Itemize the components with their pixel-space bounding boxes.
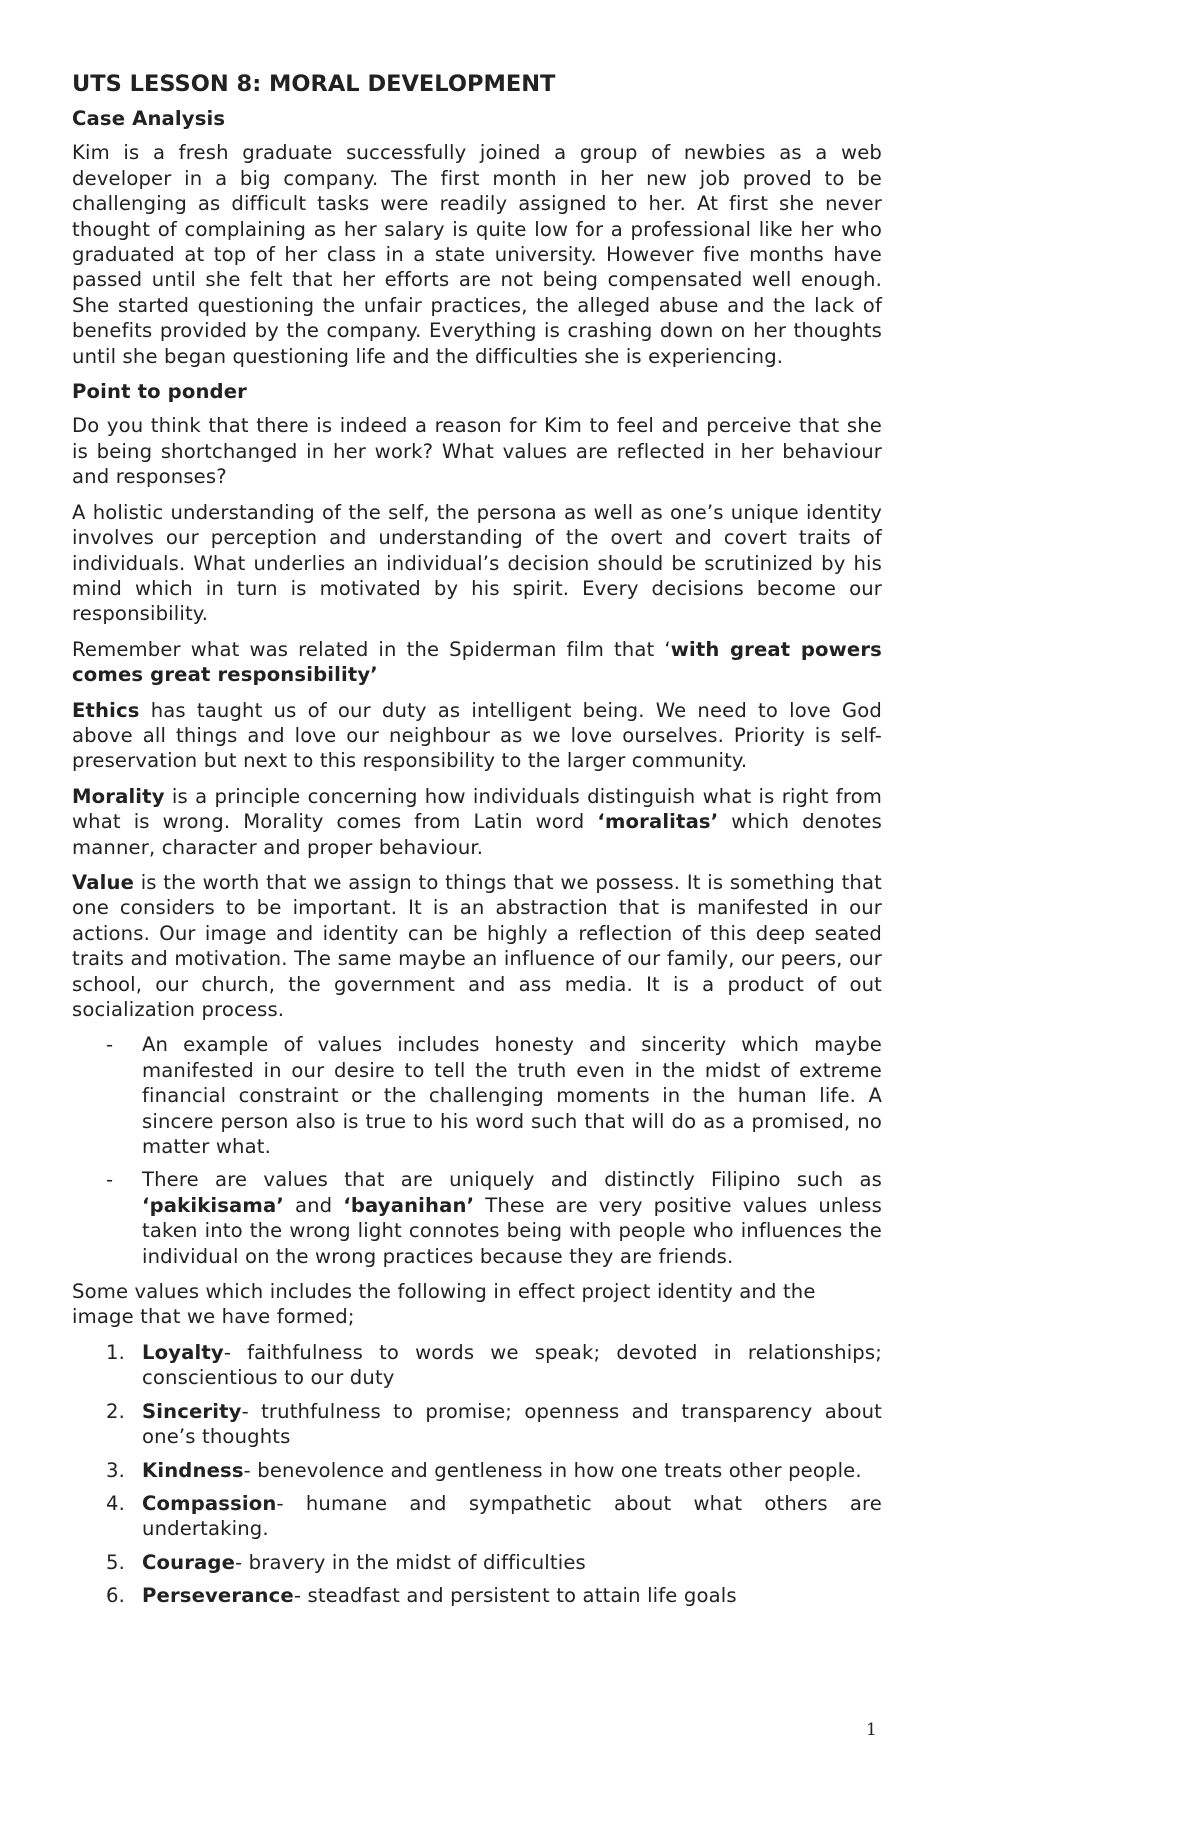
morality-text-1: is a principle concerning how individuals distinguish what is right from what is wrong. Morality comes from Latin word <box>72 784 882 834</box>
moralitas-term: ‘moralitas’ <box>597 810 719 834</box>
dash-marker: - <box>106 1168 114 1192</box>
value-example-1: An example of values includes honesty and sincerity which maybe manifested in our desire to tell the truth even in the midst of extreme financial constraint or the challenging moments in the human life. A sincere person also is true to his word such that will do as a promised, no matter what. <box>142 1033 882 1159</box>
list-item <box>72 1399 882 1450</box>
pakikisama-term: ‘pakikisama’ <box>142 1193 284 1217</box>
ethics-paragraph <box>72 698 882 774</box>
list-number: 5. <box>106 1550 125 1574</box>
page-number: 1 <box>866 1720 877 1740</box>
list-item <box>72 1340 882 1391</box>
case-analysis-heading: Case Analysis <box>72 107 226 130</box>
value-term: Value <box>72 870 135 894</box>
list-item <box>72 1491 882 1542</box>
value-description: - steadfast and persistent to attain life goals <box>293 1584 737 1608</box>
list-item <box>72 1032 882 1159</box>
list-item <box>72 1458 882 1483</box>
spiderman-quote: with great powers comes great responsibility’ <box>72 637 882 687</box>
ponder-question: Do you think that there is indeed a reason for Kim to feel and perceive that she is being shortchanged in her work? What values are reflected in her behaviour and responses? <box>72 414 882 489</box>
value-description: - bravery in the midst of difficulties <box>235 1550 586 1574</box>
value-term: Courage <box>142 1550 236 1574</box>
spiderman-quote-paragraph <box>72 637 882 688</box>
list-item <box>72 1167 882 1269</box>
spiderman-intro: Remember what was related in the Spiderman film that ‘ <box>72 637 671 661</box>
value-description: - truthfulness to promise; openness and transparency about one’s thoughts <box>142 1399 882 1449</box>
case-analysis-text: Kim is a fresh graduate successfully joined a group of newbies as a web developer in a big company. The first month in her new job proved to be challenging as difficult tasks were readily assigned to her. At first she never thought of complaining as her salary is quite low for a professional like her who graduated at top of her class in a state university. However five months have passed until she felt that her efforts are not being compensated well enough. She started questioning the unfair practices, the alleged abuse and the lack of benefits provided by the company. Everything is crashing down on her thoughts until she began questioning life and the difficulties she is experiencing. <box>72 141 882 368</box>
list-item <box>72 1583 882 1608</box>
holistic-paragraph: A holistic understanding of the self, the persona as well as one’s unique identity involves our perception and understanding of the overt and covert traits of individuals. What underlies an individual’s decision should be scrutinized by his mind which in turn is motivated by his spirit. Every decisions become our responsibility. <box>72 500 882 626</box>
value-text: is the worth that we assign to things that we possess. It is something that one considers to be important. It is an abstraction that is manifested in our actions. Our image and identity can be highly a reflection of this deep seated traits and motivation. The same maybe an influence of our family, our peers, our school, our church, the government and ass media. It is a product of out socialization process. <box>72 870 882 1021</box>
dash-marker: - <box>106 1033 114 1057</box>
morality-term: Morality <box>72 784 165 808</box>
values-list <box>72 1340 882 1609</box>
value-example-2-intro: There are values that are uniquely and distinctly Filipino such as <box>142 1168 882 1192</box>
list-number: 6. <box>106 1584 125 1608</box>
value-description: - benevolence and gentleness in how one treats other people. <box>243 1458 862 1482</box>
ethics-text: has taught us of our duty as intelligent being. We need to love God above all things and love our neighbour as we love ourselves. Priority is self-preservation but next to this responsibility to the larger community. <box>72 698 882 773</box>
list-number: 1. <box>106 1340 125 1364</box>
morality-text-2: which denotes manner, character and proper behaviour. <box>72 810 882 859</box>
value-term: Loyalty <box>142 1340 224 1364</box>
value-term: Sincerity <box>142 1399 242 1423</box>
value-description: - faithfulness to words we speak; devoted in relationships; conscientious to our duty <box>142 1340 882 1390</box>
value-example-2-text: These are very positive values unless taken into the wrong light connotes being with people who influences the individual on the wrong practices because they are friends. <box>142 1193 882 1268</box>
ethics-term: Ethics <box>72 698 140 722</box>
list-number: 4. <box>106 1491 125 1515</box>
values-intro: Some values which includes the following in effect project identity and the image that we have formed; <box>72 1280 816 1329</box>
value-examples-list <box>72 1032 882 1269</box>
document-body <box>72 70 882 1617</box>
value-paragraph <box>72 870 882 1022</box>
list-item <box>72 1550 882 1575</box>
value-term: Compassion <box>142 1491 277 1515</box>
value-term: Perseverance <box>142 1584 294 1608</box>
value-description: - humane and sympathetic about what others are undertaking. <box>142 1491 882 1541</box>
point-to-ponder-heading: Point to ponder <box>72 380 247 404</box>
bayanihan-term: ‘bayanihan’ <box>343 1193 475 1217</box>
morality-paragraph <box>72 784 882 860</box>
value-term: Kindness <box>142 1458 244 1482</box>
page-title: UTS LESSON 8: MORAL DEVELOPMENT <box>72 71 556 97</box>
list-number: 3. <box>106 1458 125 1482</box>
value-example-2-and: and <box>283 1193 344 1217</box>
list-number: 2. <box>106 1399 125 1423</box>
